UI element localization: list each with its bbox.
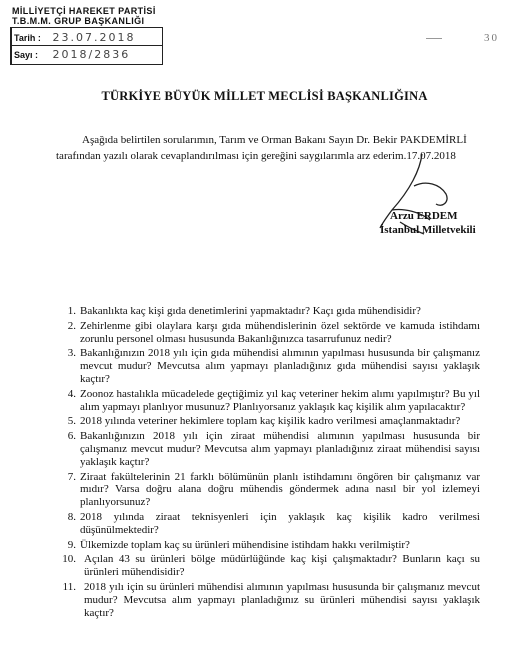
question-item [60,539,480,552]
stamp-party-name: MİLLİYETÇİ HAREKET PARTİSİ [12,6,156,16]
question-text: Bakanlığınızın 2018 yılı için gıda mühendisi alımının yapılması hususunda bir çalışmanız mevcut mudur? Mevcutsa alım yapmayı planladığınız gıda mühendisi sayısı yaklaşık kaçtır? [80,347,480,385]
question-number: 3. [67,347,76,360]
question-text: Ülkemizde toplam kaç su ürünleri mühendisine istihdam hakkı verilmiştir? [80,538,410,551]
intro-line-2: tarafından yazılı olarak cevaplandırılması için gereğini saygılarımla arz ederim.17.07.2018 [56,150,456,162]
signature-block [380,209,476,237]
question-list [60,305,480,621]
stamp-date-label: Tarih : [14,33,41,43]
signatory-name: Arzu ERDEM [390,210,458,222]
stamp-box [10,27,163,65]
document-title: TÜRKİYE BÜYÜK MİLLET MECLİSİ BAŞKANLIĞINA [101,89,428,103]
question-number: 11. [62,580,76,593]
question-text: 2018 yılında veteriner hekimlere toplam kaç kişilik kadro verilmesi amaçlanmaktadır? [80,415,461,428]
question-item [60,581,480,619]
question-item [60,430,480,468]
question-item [60,471,480,509]
question-number: 1. [67,305,76,317]
question-text: Zehirlenme gibi olaylara karşı gıda mühendislerinin özel sektörde ve kamuda istihdamı zorunlu personel olması hususunda Bakanlığınızca tasarrufunuz nedir? [80,319,480,345]
question-number: 4. [67,387,76,400]
signatory-title: İstanbul Milletvekili [380,224,476,236]
question-number: 8. [67,510,76,523]
question-number: 10. [62,553,76,566]
question-number: 2. [67,319,76,332]
question-item [60,388,480,414]
question-number: 5. [67,415,76,428]
question-item [60,320,480,346]
intro-line-1: Aşağıda belirtilen sorularımın, Tarım ve Orman Bakanı Sayın Dr. Bekir PAKDEMİRLİ [82,134,467,146]
question-text: 2018 yılında ziraat teknisyenleri için yaklaşık kaç kişilik kadro verilmesi düşünülmektedir? [80,510,480,536]
question-text: Ziraat fakültelerinin 21 farklı bölümünün planlı istihdamını öngören bir çalışmanız var mıdır? Varsa doğru alana doğru mühendis göndermek adına nasıl bir yol izlemeyi planlıyorsunuz? [80,470,480,509]
stamp-date-row [14,31,136,44]
question-text: 2018 yılı için su ürünleri mühendisi alımının yapılması hususunda bir çalışmanız mevcut mudur? Mevcutsa alım yapmayı planladığınız su ürünleri mühendisi sayısı yaklaşık kaçtır? [84,580,480,619]
question-item [60,553,480,579]
party-stamp [6,6,164,66]
question-item [60,305,480,318]
stamp-number-value: 2018/2836 [52,48,131,61]
stamp-number-label: Sayı : [14,50,39,60]
question-text: Bakanlıkta kaç kişi gıda denetimlerini yapmaktadır? Kaçı gıda mühendisidir? [80,305,421,317]
question-text: Zoonoz hastalıkla mücadelede geçtiğimiz yıl kaç veteriner hekim alımı yapılmıştır? Bu yıl alım yapmayı planlıyor musunuz? Planlıyorsanız yaklaşık kaç kişilik alım yapılacaktır? [80,387,480,413]
question-number: 9. [67,538,76,551]
stamp-divider [12,45,162,46]
stamp-number-row [14,48,130,61]
page-number: 30 [484,32,499,44]
question-item [60,347,480,385]
question-text: Bakanlığınızın 2018 yılı için ziraat mühendisi alımının yapılması hususunda bir çalışmanız mevcut mudur? Mevcutsa alım yapmayı planladığınız ziraat mühendisi sayısı yaklaşık kaçtır? [80,430,480,468]
question-item [60,415,480,428]
stamp-group-name: T.B.M.M. GRUP BAŞKANLIĞI [12,16,145,26]
question-item [60,511,480,537]
page-number-dash [426,38,442,39]
question-text: Açılan 43 su ürünleri bölge müdürlüğünde kaç kişi çalışmaktadır? Bunların kaçı su ürünleri mühendisidir? [84,553,480,579]
stamp-date-value: 23.07.2018 [52,31,136,44]
question-number: 7. [67,470,76,483]
question-number: 6. [67,430,76,443]
